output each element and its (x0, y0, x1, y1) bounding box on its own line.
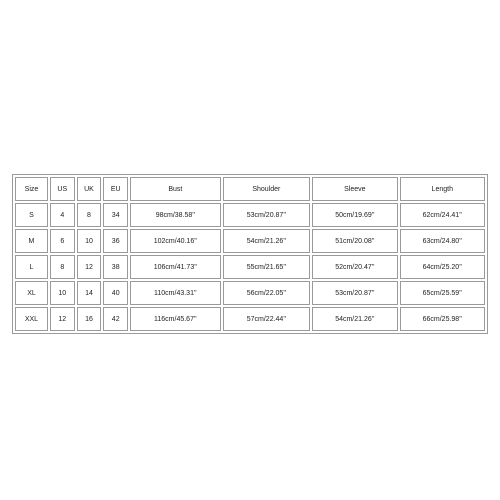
cell-size: L (15, 255, 48, 279)
header-bust: Bust (130, 177, 221, 201)
cell-bust: 102cm/40.16'' (130, 229, 221, 253)
header-eu: EU (103, 177, 128, 201)
cell-us: 6 (50, 229, 75, 253)
cell-eu: 34 (103, 203, 128, 227)
table-row (15, 203, 485, 227)
cell-us: 10 (50, 281, 75, 305)
table-row (15, 229, 485, 253)
table-row (15, 255, 485, 279)
cell-bust: 116cm/45.67'' (130, 307, 221, 331)
cell-eu: 36 (103, 229, 128, 253)
cell-length: 65cm/25.59'' (400, 281, 485, 305)
cell-sleeve: 52cm/20.47'' (312, 255, 397, 279)
cell-shoulder: 56cm/22.05'' (223, 281, 310, 305)
cell-eu: 40 (103, 281, 128, 305)
cell-bust: 106cm/41.73'' (130, 255, 221, 279)
cell-uk: 10 (77, 229, 102, 253)
header-shoulder: Shoulder (223, 177, 310, 201)
cell-uk: 16 (77, 307, 102, 331)
header-row (15, 177, 485, 201)
cell-size: M (15, 229, 48, 253)
header-length: Length (400, 177, 485, 201)
cell-sleeve: 54cm/21.26'' (312, 307, 397, 331)
cell-uk: 14 (77, 281, 102, 305)
cell-size: XXL (15, 307, 48, 331)
cell-us: 8 (50, 255, 75, 279)
cell-bust: 98cm/38.58'' (130, 203, 221, 227)
cell-size: XL (15, 281, 48, 305)
cell-size: S (15, 203, 48, 227)
table-row (15, 307, 485, 331)
cell-eu: 42 (103, 307, 128, 331)
cell-length: 63cm/24.80'' (400, 229, 485, 253)
header-us: US (50, 177, 75, 201)
cell-sleeve: 51cm/20.08'' (312, 229, 397, 253)
header-size: Size (15, 177, 48, 201)
cell-uk: 12 (77, 255, 102, 279)
cell-length: 66cm/25.98'' (400, 307, 485, 331)
header-uk: UK (77, 177, 102, 201)
cell-sleeve: 50cm/19.69'' (312, 203, 397, 227)
cell-uk: 8 (77, 203, 102, 227)
cell-eu: 38 (103, 255, 128, 279)
cell-sleeve: 53cm/20.87'' (312, 281, 397, 305)
cell-shoulder: 53cm/20.87'' (223, 203, 310, 227)
cell-us: 12 (50, 307, 75, 331)
cell-shoulder: 57cm/22.44'' (223, 307, 310, 331)
size-chart-table (12, 174, 488, 334)
cell-shoulder: 55cm/21.65'' (223, 255, 310, 279)
table-row (15, 281, 485, 305)
cell-length: 62cm/24.41'' (400, 203, 485, 227)
header-sleeve: Sleeve (312, 177, 397, 201)
cell-us: 4 (50, 203, 75, 227)
cell-shoulder: 54cm/21.26'' (223, 229, 310, 253)
cell-bust: 110cm/43.31'' (130, 281, 221, 305)
cell-length: 64cm/25.20'' (400, 255, 485, 279)
